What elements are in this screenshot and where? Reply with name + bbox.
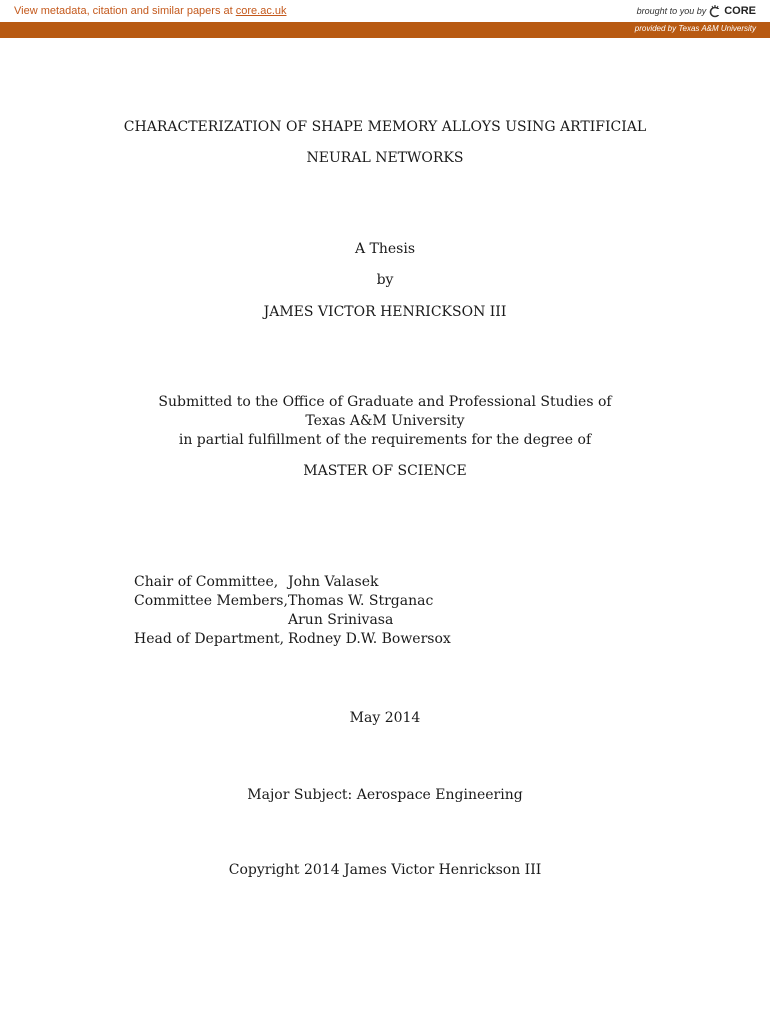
- submission-line-3: in partial fulfillment of the requirements for the degree of: [178, 432, 592, 448]
- by-label: by: [376, 272, 394, 288]
- submission-line-2: Texas A&M University: [305, 413, 465, 429]
- committee-member-name: Rodney D.W. Bowersox: [288, 631, 451, 647]
- brought-text: brought to you by: [636, 6, 707, 16]
- degree-name: MASTER OF SCIENCE: [303, 463, 467, 479]
- committee-role: Head of Department,: [134, 631, 285, 647]
- submission-line-1: Submitted to the Office of Graduate and Professional Studies of: [158, 394, 612, 410]
- copyright-notice: Copyright 2014 James Victor Henrickson III: [228, 862, 542, 878]
- document-type: A Thesis: [354, 241, 416, 257]
- metadata-link-text: View metadata, citation and similar papers at: [14, 5, 236, 17]
- committee-row: [134, 592, 488, 611]
- committee-role: Committee Members,: [134, 593, 288, 609]
- core-banner: [0, 0, 770, 22]
- core-logo-text: CORE: [724, 5, 756, 17]
- core-ac-uk-link[interactable]: core.ac.uk: [235, 5, 287, 17]
- brought-to-you-by[interactable]: [637, 4, 756, 18]
- committee-row: [134, 630, 488, 649]
- submission-date: May 2014: [349, 710, 421, 726]
- major-subject: Major Subject: Aerospace Engineering: [247, 787, 523, 803]
- thesis-title-line-1: CHARACTERIZATION OF SHAPE MEMORY ALLOYS USING ARTIFICIAL: [123, 119, 647, 135]
- committee-row: [134, 573, 488, 592]
- committee-table: [134, 573, 488, 649]
- committee-role: Chair of Committee,: [134, 574, 279, 590]
- committee-row: [134, 611, 488, 630]
- provider-band: [0, 22, 770, 38]
- core-logo-icon: [709, 4, 721, 18]
- provided-by-text: provided by Texas A&M University: [634, 24, 756, 33]
- committee-member-name: Arun Srinivasa: [288, 612, 394, 628]
- committee-member-name: John Valasek: [288, 574, 379, 590]
- committee-member-name: Thomas W. Strganac: [288, 593, 434, 609]
- metadata-link[interactable]: [14, 5, 287, 17]
- thesis-title-line-2: NEURAL NETWORKS: [306, 150, 464, 166]
- author-name: JAMES VICTOR HENRICKSON III: [263, 304, 507, 320]
- committee-role: [134, 611, 288, 630]
